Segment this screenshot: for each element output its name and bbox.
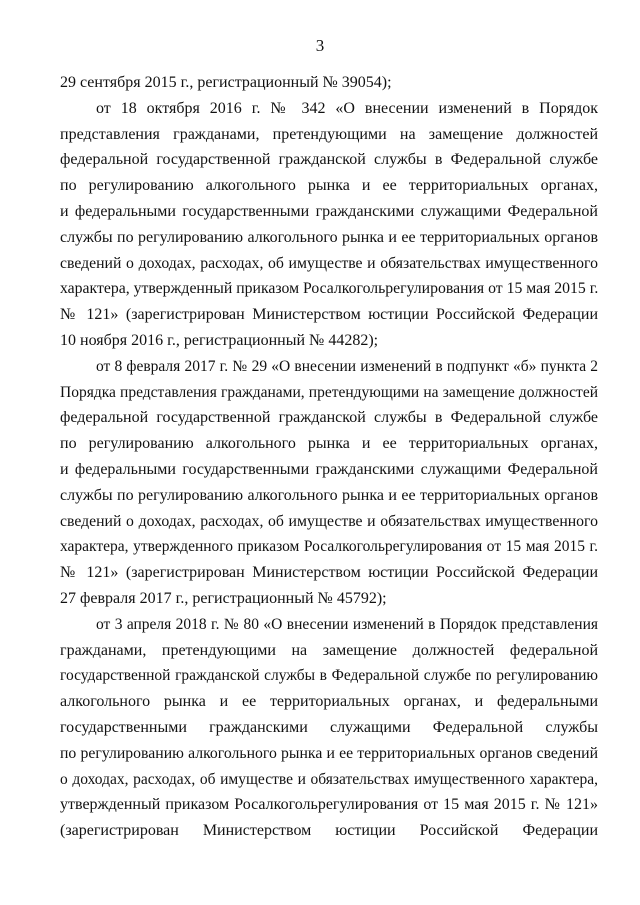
text-line: сведений о доходах, расходах, об имуществе и обязательствах имущественного: [60, 254, 598, 272]
text-line: от 18 октября 2016 г. № 342 «О внесении изменений в Порядок: [96, 99, 598, 117]
text-line: Порядка представления гражданами, претендующими на замещение должностей: [60, 383, 598, 401]
text-line: гражданами, претендующими на замещение должностей федеральной: [60, 641, 598, 659]
text-line: № 121» (зарегистрирован Министерством юстиции Российской Федерации: [60, 306, 598, 324]
text-line: службы по регулированию алкогольного рынка и ее территориальных органов: [60, 228, 598, 246]
text-line: 29 сентября 2015 г., регистрационный № 39054);: [60, 74, 392, 91]
text-line: 10 ноября 2016 г., регистрационный № 44282);: [60, 331, 379, 349]
text-line: и федеральными государственными гражданскими служащими Федеральной: [60, 460, 598, 478]
text-line: характера, утвержденный приказом Росалкогольрегулирования от 15 мая 2015 г.: [60, 280, 599, 298]
text-line: (зарегистрирован Министерством юстиции Российской Федерации: [60, 822, 598, 840]
text-line: от 3 апреля 2018 г. № 80 «О внесении изменений в Порядок представления: [96, 615, 598, 633]
text-line: государственными гражданскими служащими Федеральной службы: [60, 718, 598, 736]
text-line: по регулированию алкогольного рынка и ее территориальных органов сведений: [60, 744, 598, 762]
text-line: от 8 февраля 2017 г. № 29 «О внесении изменений в подпункт «б» пункта 2: [96, 357, 598, 375]
text-line: государственной гражданской службы в Федеральной службе по регулированию: [60, 667, 598, 685]
text-line: по регулированию алкогольного рынка и ее территориальных органах,: [60, 177, 598, 195]
text-line: алкогольного рынка и ее территориальных органах, и федеральными: [60, 693, 598, 711]
text-line: и федеральными государственными гражданскими служащими Федеральной: [60, 202, 598, 220]
text-line: № 121» (зарегистрирован Министерством юстиции Российской Федерации: [60, 564, 598, 582]
text-line: 27 февраля 2017 г., регистрационный № 45792);: [60, 589, 387, 607]
document-body: [60, 70, 598, 844]
page-number: 3: [315, 36, 325, 55]
text-line: федеральной государственной гражданской службы в Федеральной службе: [60, 151, 598, 169]
text-line: представления гражданами, претендующими на замещение должностей: [60, 125, 598, 143]
text-line: федеральной государственной гражданской службы в Федеральной службе: [60, 409, 598, 427]
text-line: утвержденный приказом Росалкогольрегулирования от 15 мая 2015 г. № 121»: [60, 796, 598, 814]
text-line: службы по регулированию алкогольного рынка и ее территориальных органов: [60, 486, 598, 504]
text-line: о доходах, расходах, об имуществе и обязательствах имущественного характера,: [60, 770, 598, 788]
text-line: характера, утвержденного приказом Росалкогольрегулирования от 15 мая 2015 г.: [60, 538, 598, 556]
text-line: сведений о доходах, расходах, об имуществе и обязательствах имущественного: [60, 512, 598, 530]
text-line: по регулированию алкогольного рынка и ее территориальных органах,: [60, 435, 598, 453]
